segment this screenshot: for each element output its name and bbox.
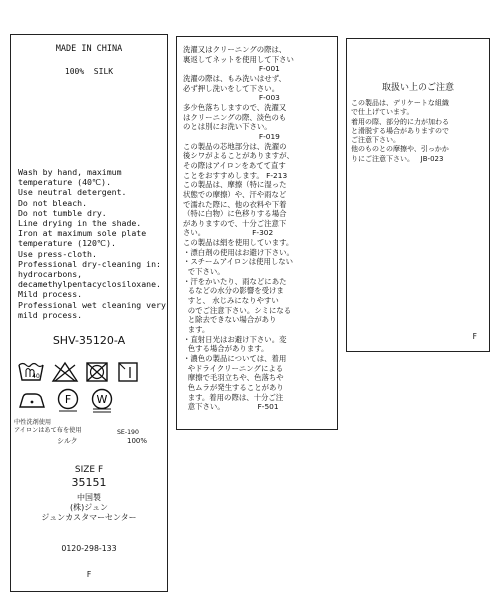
care-note-line: 裏返してネットを使用して下さい <box>183 54 294 64</box>
shade-line-dry-icon <box>117 361 139 383</box>
care-note-line: 摩擦で毛羽立ちや、色落ちや <box>183 373 284 383</box>
jp-detergent-text: 中性洗剤使用 アイロンはあて布を使用 <box>14 419 82 434</box>
dry-clean-letter: F <box>64 393 72 406</box>
footer-mark: F <box>86 570 92 579</box>
care-note-line: ・漂白剤の使用はお避け下さい。 <box>183 247 294 257</box>
care-note-line: 必ず押し洗いをして下さい。 <box>183 83 280 93</box>
care-note-line: がありますので、十分ご注意下 <box>183 218 287 228</box>
care-note-line: 色ムラが発生することがあり <box>183 382 284 392</box>
caution-title: 取扱い上のご注意 <box>381 83 454 93</box>
care-note-line: 状態での摩擦）や、汗や雨など <box>183 189 287 199</box>
care-instructions-en: Wash by hand, maximum temperature (40℃). Use neutral detergent. Do not bleach. Do not tumble dry. Line drying in the shade. Iron at maximum sole plate temperature (120℃). Use press-cloth. Professional dry-cleaning in: hydrocarbons, decamethylpentacyclosiloxane. Mild process. Professional wet cleaning very mild process. <box>18 167 166 320</box>
care-note-line: で下さい。 <box>183 267 225 277</box>
hand-wash-40-icon <box>17 361 45 383</box>
material-text: 100% SILK <box>64 67 114 76</box>
wet-clean-letter: W <box>96 393 108 406</box>
care-note-line: ・汗をかいたり、雨などにあた <box>183 276 287 286</box>
jp-material: シルク <box>57 437 78 445</box>
care-note-line: その際はアイロンをあてて直す <box>183 160 286 170</box>
care-label-main <box>10 34 168 592</box>
care-note-line: はクリーニングの際、淡色のも <box>183 112 287 122</box>
care-note-line: 洗濯の際は、もみ洗いはせず、 <box>183 73 286 83</box>
care-note-line: で濡れた際に、他の衣料や下着 <box>183 199 287 209</box>
hand-wash-temp: 40 <box>32 373 40 380</box>
iron-low-icon <box>17 389 47 411</box>
jp-material-percent: 100% <box>127 437 148 445</box>
se-code: SE-190 <box>117 429 139 436</box>
care-note-line: 多少色落ちしますので、洗濯又 <box>183 102 287 112</box>
care-note-line: のとは別にお洗い下さい。 <box>183 122 272 132</box>
care-note-line: のでご注意下さい。シミになる <box>183 305 292 315</box>
care-note-line: ・直射日光はお避け下さい。変 <box>183 334 287 344</box>
caution-text: この製品は、デリケートな組織 で仕上げています。 着用の際、部分的に力が加わる と滑脱する場合がありますので ご注意下さい。 他のものとの摩擦や、引っかか りにご注意下さい。 JB-023 <box>351 99 449 163</box>
dry-clean-f-icon <box>55 387 81 413</box>
care-label-caution <box>346 38 490 352</box>
wet-clean-w-icon <box>89 387 115 413</box>
care-note-line: やドライクリーニングによる <box>183 363 284 373</box>
care-label-notes <box>176 36 338 430</box>
made-in-text: MADE IN CHINA <box>55 44 123 54</box>
care-note-line: ・スチームアイロンは使用しない <box>183 257 294 267</box>
care-note-line: ことをおすすめします。 F-213 <box>183 170 288 180</box>
care-note-line: F-019 <box>258 131 280 141</box>
care-note-line: ・濃色の製品については、着用 <box>183 354 287 363</box>
no-tumble-dry-icon <box>85 361 109 383</box>
item-number: 35151 <box>71 476 107 489</box>
care-note-line: るなどの水分の影響を受けま <box>183 286 284 296</box>
maker-block: 中国製 (株)ジュン ジュンカスタマーセンター <box>41 493 137 522</box>
care-note-line: ます。着用の際は、十分ご注 <box>183 392 284 402</box>
footer-mark: F <box>472 332 477 341</box>
care-note-line: この製品の芯地部分は、洗濯の <box>183 141 287 151</box>
care-note-line: と除去できない場合があり <box>183 315 277 325</box>
care-note-line: F-001 <box>258 64 280 74</box>
care-note-line: F-003 <box>258 93 280 103</box>
care-note-line: さい。 F-302 <box>183 228 274 238</box>
phone-number: 0120-298-133 <box>61 544 117 553</box>
care-note-line: ます。 <box>183 325 210 335</box>
product-code: SHV-35120-A <box>52 334 126 347</box>
care-note-line: この製品は絹を使用しています。 <box>183 238 294 248</box>
care-note-line: （特に白物）に色移りする場合 <box>183 209 287 219</box>
care-note-line: 後シワがよることがありますが、 <box>183 151 294 161</box>
size-text: SIZE F <box>74 465 104 475</box>
care-note-line: 色する場合があります。 <box>183 344 269 354</box>
care-note-line: 洗濯又はクリーニングの際は、 <box>183 45 287 54</box>
care-notes-jp <box>183 45 294 412</box>
care-note-line: 意下さい。 F-501 <box>183 402 279 412</box>
no-bleach-icon <box>51 361 79 383</box>
care-note-line: この製品は、摩擦（特に湿った <box>183 180 287 190</box>
care-note-line: すと、 水じみになりやすい <box>183 296 279 306</box>
